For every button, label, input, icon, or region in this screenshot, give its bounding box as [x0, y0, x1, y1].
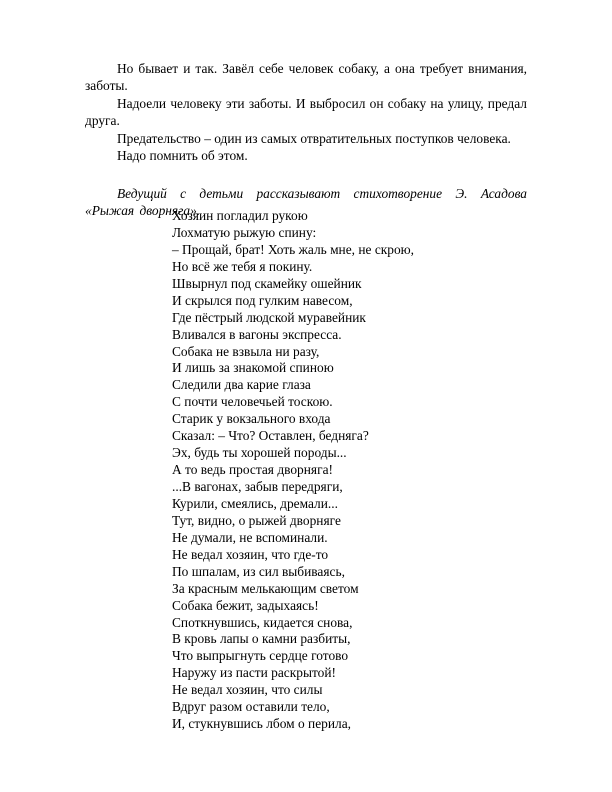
poem-stanza [172, 208, 414, 733]
poem-line: Старик у вокзального входа [172, 411, 331, 427]
poem-line: – Прощай, брат! Хоть жаль мне, не скрою, [172, 241, 415, 257]
poem-line: ...В вагонах, забыв передряги, [172, 479, 343, 494]
paragraph-remember: Надо помнить об этом. [117, 148, 248, 163]
poem-line: Что выпрыгнуть сердце готово [172, 648, 349, 664]
poem-line: И, стукнувшись лбом о перила, [172, 716, 351, 732]
poem-line: И скрылся под гулким навесом, [172, 292, 353, 308]
poem-line: Но всё же тебя я покину. [172, 258, 313, 274]
poem-line: Эх, будь ты хорошей породы... [172, 445, 347, 461]
poem-line: Швырнул под скамейку ошейник [172, 275, 362, 291]
poem-line: Вливался в вагоны экспресса. [172, 326, 342, 342]
poem-line: Собака бежит, задыхаясь! [172, 597, 319, 613]
poem-line: Следили два карие глаза [172, 377, 311, 393]
paragraph-treachery: Предательство – один из самых отвратительных поступков человека. [117, 131, 511, 146]
poem-line: Споткнувшись, кидается снова, [172, 614, 353, 630]
poem-line: Не ведал хозяин, что где-то [172, 546, 329, 562]
poem-line: Тут, видно, о рыжей дворняге [172, 512, 341, 528]
poem-line: По шпалам, из сил выбиваясь, [172, 563, 345, 579]
poem-line: Не ведал хозяин, что силы [172, 682, 323, 698]
poem-line: Наружу из пасти раскрытой! [172, 665, 336, 681]
poem-line: Вдруг разом оставили тело, [172, 699, 330, 715]
poem-intro: Ведущий с детьми рассказывают стихотворение Э. Асадова «Рыжая дворняга». [85, 186, 527, 219]
paragraph-abandon: Но бывает и так. Завёл себе человек собаку, а она требует внимания, заботы. [85, 61, 527, 94]
paragraph-betrayal: Надоели человеку эти заботы. И выбросил он собаку на улицу, предал друга. [85, 96, 527, 129]
poem-line: Лохматую рыжую спину: [172, 224, 317, 240]
poem-line: Хозяин погладил рукою [172, 208, 308, 223]
poem-line: Сказал: – Что? Оставлен, бедняга? [172, 428, 369, 444]
poem-line: В кровь лапы о камни разбиты, [172, 631, 351, 647]
poem-line: Собака не взвыла ни разу, [172, 343, 320, 359]
poem-line: А то ведь простая дворняга! [172, 462, 333, 478]
poem-line: Не думали, не вспоминали. [172, 529, 328, 545]
poem-line: И лишь за знакомой спиною [172, 360, 334, 376]
poem-line: За красным мелькающим светом [172, 580, 359, 596]
poem-line: С почти человечьей тоскою. [172, 394, 333, 410]
poem-line: Где пёстрый людской муравейник [172, 309, 366, 325]
poem-line: Курили, смеялись, дремали... [172, 495, 338, 511]
